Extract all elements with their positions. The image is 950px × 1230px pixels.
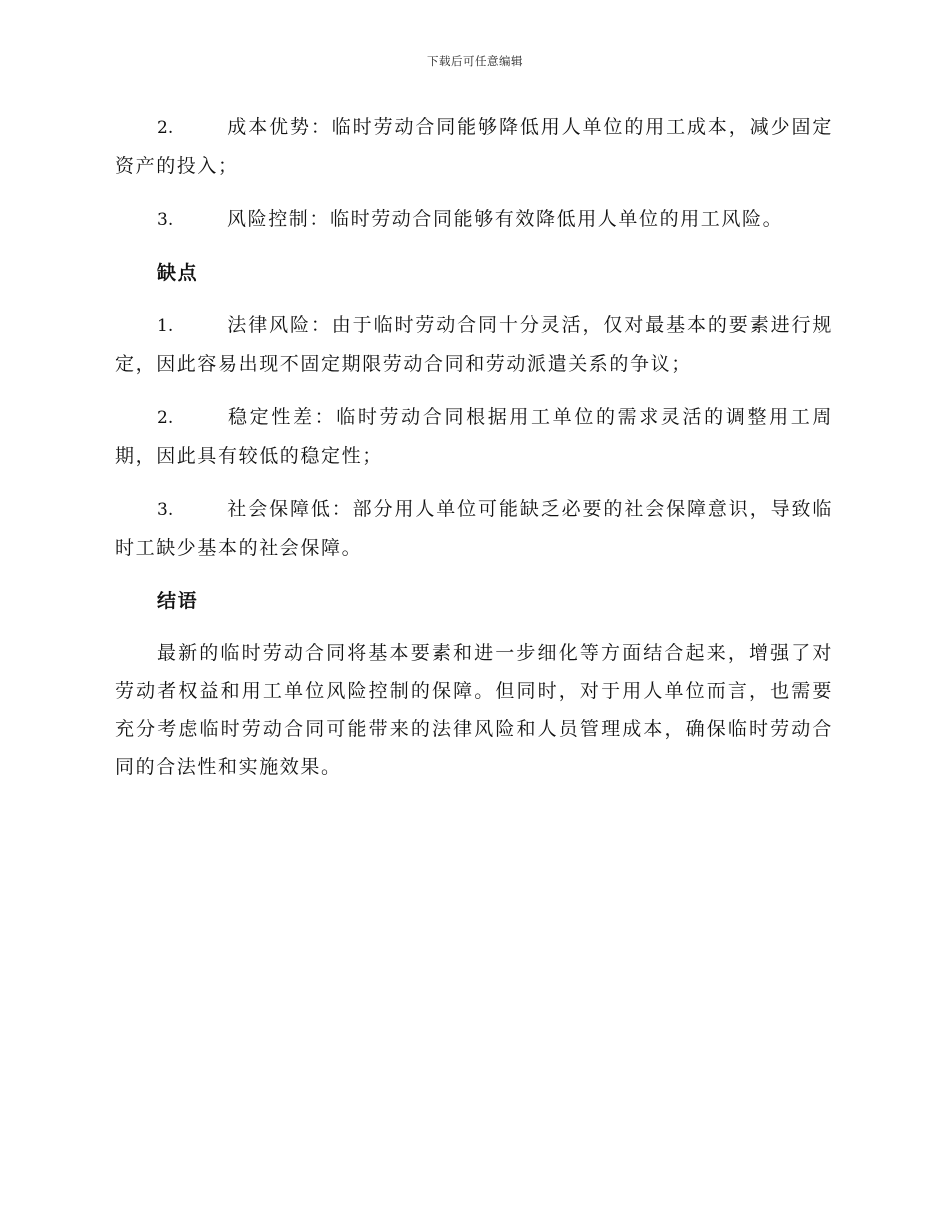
list-item-text: 法律风险：由于临时劳动合同十分灵活，仅对最基本的要素进行规定，因此容易出现不固定期限劳动合同和劳动派遣关系的争议； — [115, 314, 833, 375]
list-item-cost-advantage — [115, 108, 833, 185]
list-item-low-social-security — [115, 490, 833, 567]
page-header: 下载后可任意编辑 — [427, 54, 523, 68]
list-item-number: 2. — [157, 408, 174, 428]
list-item-number: 2. — [157, 118, 174, 138]
list-item-text: 稳定性差：临时劳动合同根据用工单位的需求灵活的调整用工周期，因此具有较低的稳定性； — [115, 406, 833, 467]
list-item-text: 社会保障低：部分用人单位可能缺乏必要的社会保障意识，导致临时工缺少基本的社会保障。 — [115, 498, 833, 559]
list-item-text: 风险控制：临时劳动合同能够有效降低用人单位的用工风险。 — [227, 208, 784, 230]
list-item-number: 3. — [157, 500, 174, 520]
list-item-risk-control — [115, 200, 833, 239]
list-item-number: 1. — [157, 316, 174, 336]
section-heading-conclusion: 结语 — [157, 590, 199, 612]
list-item-number: 3. — [157, 210, 174, 230]
list-item-text: 成本优势：临时劳动合同能够降低用人单位的用工成本，减少固定资产的投入； — [115, 116, 833, 177]
list-item-poor-stability — [115, 398, 833, 475]
section-heading-disadvantages: 缺点 — [157, 262, 199, 284]
list-item-legal-risk — [115, 306, 833, 383]
document-body — [115, 108, 833, 786]
conclusion-paragraph: 最新的临时劳动合同将基本要素和进一步细化等方面结合起来，增强了对劳动者权益和用工单位风险控制的保障。但同时，对于用人单位而言，也需要充分考虑临时劳动合同可能带来的法律风险和人员管理成本，确保临时劳动合同的合法性和实施效果。 — [115, 642, 833, 778]
